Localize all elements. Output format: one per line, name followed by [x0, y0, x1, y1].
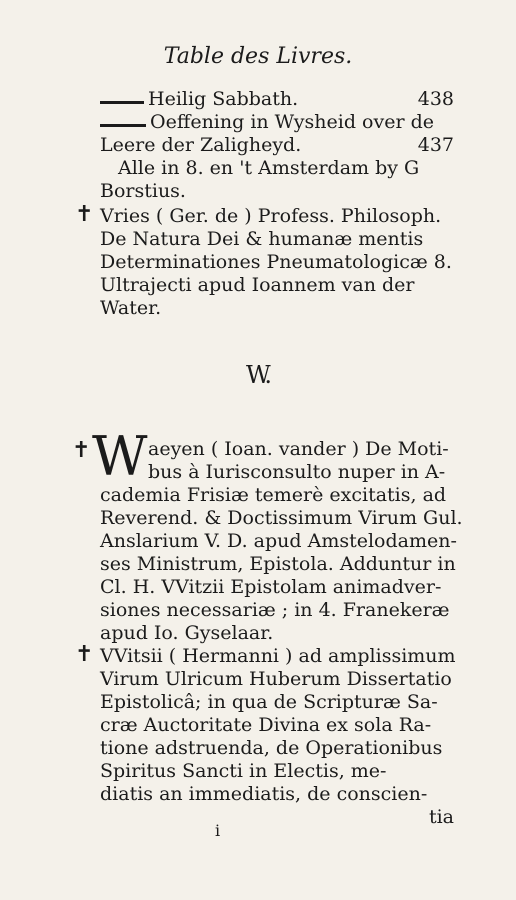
entry-line: Reverend. & Doctissimum Virum Gul.	[100, 507, 463, 529]
entry-line: cademia Frisiæ temerè excitatis, ad	[100, 484, 447, 506]
folio-mark: i	[215, 821, 221, 840]
entry-line: Spiritus Sancti in Electis, me-	[100, 760, 387, 782]
drop-cap: W	[92, 425, 148, 488]
entry-line: Virum Ulricum Huberum Dissertatio	[100, 668, 452, 690]
ditto-dash-2	[100, 124, 146, 127]
entry-line: siones necessariæ ; in 4. Franekeræ	[100, 599, 450, 621]
cross-marker-icon: ✝	[75, 642, 94, 667]
entry-line: bus à Iurisconsulto nuper in A-	[148, 461, 446, 483]
entry-line: tia	[428, 806, 454, 828]
page-header: Table des Livres.	[163, 44, 353, 69]
ditto-dash-1	[100, 101, 144, 104]
entry-line: ses Ministrum, Epistola. Adduntur in	[100, 553, 456, 575]
entry-line: Ultrajecti apud Ioannem van der	[100, 274, 415, 296]
entry-line: Epistolicâ; in qua de Scripturæ Sa-	[100, 691, 438, 713]
entry-line: VVitsii ( Hermanni ) ad amplissimum	[100, 645, 456, 667]
cross-marker-icon: ✝	[75, 202, 94, 227]
entry-line: Water.	[100, 297, 162, 319]
entry-line: De Natura Dei & humanæ mentis	[100, 228, 424, 250]
entry-line: Determinationes Pneumatologicæ 8.	[100, 251, 452, 273]
entry-line: Alle in 8. en 't Amsterdam by G	[118, 157, 420, 179]
entry-line: Oeffening in Wysheid over de	[150, 111, 434, 133]
entry-line: apud Io. Gyselaar.	[100, 622, 274, 644]
entry-line: Leere der Zaligheyd. 437	[100, 134, 454, 156]
entry-line: Vries ( Ger. de ) Profess. Philosoph.	[100, 205, 442, 227]
entry-line: aeyen ( Ioan. vander ) De Moti-	[148, 438, 449, 460]
entry-line: tione adstruenda, de Operationibus	[100, 737, 443, 759]
entry-line: Cl. H. VVitzii Epistolam animadver-	[100, 576, 442, 598]
cross-marker-icon: ✝	[72, 438, 91, 463]
entry-line: diatis an immediatis, de conscien-	[100, 783, 428, 805]
entry-line: Heilig Sabbath. 438	[148, 88, 454, 110]
entry-line: cræ Auctoritate Divina ex sola Ra-	[100, 714, 432, 736]
entry-line: Borstius.	[100, 180, 186, 202]
entry-line: Anslarium V. D. apud Amstelodamen-	[100, 530, 457, 552]
section-heading: W.	[245, 361, 271, 389]
